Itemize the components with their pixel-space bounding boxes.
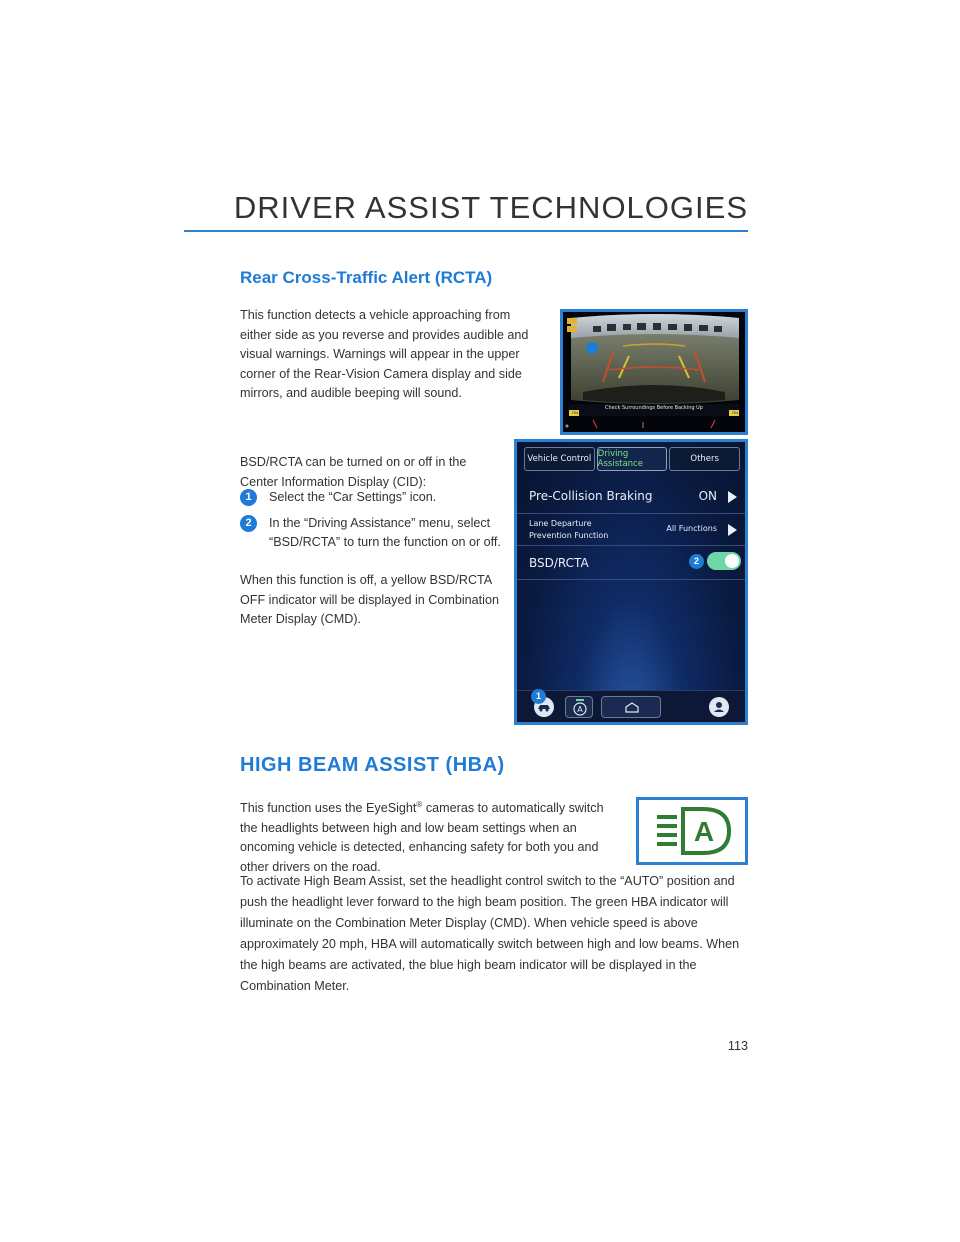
setting-pre-collision-braking[interactable] bbox=[517, 480, 745, 514]
rcta-heading: Rear Cross-Traffic Alert (RCTA) bbox=[240, 268, 493, 287]
chevron-right-icon bbox=[728, 491, 737, 503]
profile-icon[interactable] bbox=[709, 697, 729, 717]
hba-indicator-icon bbox=[639, 800, 745, 862]
chevron-right-icon bbox=[728, 524, 737, 536]
hba-heading: HIGH BEAM ASSIST (HBA) bbox=[240, 754, 505, 776]
pre-collision-braking-label: Pre-Collision Braking bbox=[529, 489, 653, 503]
step-1 bbox=[240, 488, 508, 508]
bsd-rcta-toggle[interactable] bbox=[707, 552, 741, 570]
home-button[interactable] bbox=[601, 696, 661, 718]
lane-departure-value: All Functions bbox=[666, 524, 717, 533]
hba-indicator-image bbox=[636, 797, 748, 865]
lane-departure-label bbox=[529, 518, 608, 542]
tab-vehicle-control[interactable]: Vehicle Control bbox=[524, 447, 595, 471]
hba-description bbox=[240, 795, 620, 877]
lane-departure-label-line2: Prevention Function bbox=[529, 531, 609, 540]
camera-warning-text: Check Surroundings Before Backing Up bbox=[605, 405, 703, 411]
bsd-rcta-steps bbox=[240, 488, 508, 559]
lane-departure-label-line1: Lane Departure bbox=[529, 519, 592, 528]
rear-camera-view-illustration bbox=[563, 312, 745, 432]
hba-desc-part2: cameras to automatically switch the headlights between high and low beam settings when an oncoming vehicle is detected, enhancing safety for both you and other drivers on the road. bbox=[240, 801, 604, 874]
header-divider bbox=[184, 230, 748, 232]
step-1-text: Select the “Car Settings” icon. bbox=[269, 490, 437, 504]
step-1-number: 1 bbox=[240, 489, 257, 506]
camera-left-indicator: ON bbox=[572, 410, 578, 415]
home-icon bbox=[602, 697, 662, 719]
page-number: 113 bbox=[727, 1039, 748, 1053]
hba-icon-letter: A bbox=[693, 816, 715, 847]
callout-badge-1: 1 bbox=[531, 689, 546, 704]
pre-collision-braking-value: ON bbox=[698, 489, 717, 503]
assist-icon bbox=[566, 697, 594, 719]
page-section-title: DRIVER ASSIST TECHNOLOGIES bbox=[233, 190, 748, 225]
cid-screen bbox=[514, 439, 748, 725]
step-2-text: In the “Driving Assistance” menu, select “BSD/RCTA” to turn the function on or off. bbox=[269, 515, 501, 549]
bsd-rcta-label: BSD/RCTA bbox=[529, 556, 589, 570]
registered-mark: ® bbox=[416, 800, 423, 809]
step-2-number: 2 bbox=[240, 515, 257, 532]
rcta-description: This function detects a vehicle approaching from either side as you reverse and provides audible and visual warnings. Warnings will appear in the upper corner of the Rear-Vision Camera display and side mirrors, and audible beeping will sound. bbox=[240, 308, 529, 400]
toggle-knob bbox=[725, 554, 739, 568]
camera-right-indicator: ON bbox=[732, 410, 738, 415]
tab-driving-assistance[interactable]: Driving Assistance bbox=[597, 447, 668, 471]
hba-activation-instructions: To activate High Beam Assist, set the headlight control switch to the “AUTO” position and push the headlight lever forward to the high beam position. The green HBA indicator will illuminate on the Combination Meter Display (CMD). When vehicle speed is above approximately 20 mph, HBA will automatically switch between high and low beams. When the high beams are activated, the blue high beam indicator will be displayed in the Combination Meter. bbox=[240, 874, 740, 993]
cid-tab-bar bbox=[524, 447, 740, 471]
rear-camera-image bbox=[560, 309, 748, 435]
user-icon bbox=[709, 697, 729, 717]
cid-bottom-bar bbox=[517, 690, 745, 722]
svg-text:A: A bbox=[577, 705, 583, 714]
setting-lane-departure-prevention[interactable] bbox=[517, 514, 745, 546]
bsd-rcta-off-note: When this function is off, a yellow BSD/RCTA OFF indicator will be displayed in Combination Meter Display (CMD). bbox=[240, 573, 499, 626]
tab-others[interactable]: Others bbox=[669, 447, 740, 471]
step-2 bbox=[240, 514, 508, 553]
hba-desc-part1: This function uses the EyeSight bbox=[240, 801, 417, 816]
eyesight-settings-button[interactable] bbox=[565, 696, 593, 718]
callout-badge-2: 2 bbox=[689, 554, 704, 569]
bsd-rcta-cid-intro: BSD/RCTA can be turned on or off in the Center Information Display (CID): bbox=[240, 455, 467, 489]
